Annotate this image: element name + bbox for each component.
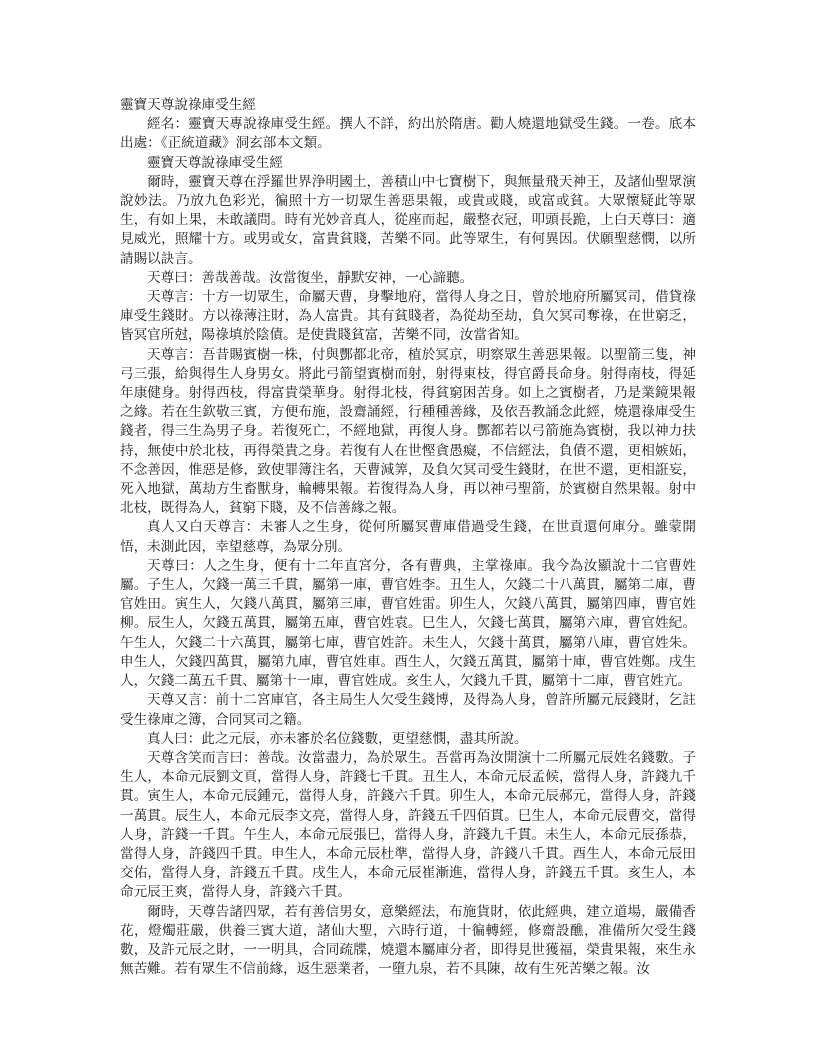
paragraph: 天尊言：吾昔賜賓樹一株，付與酆都北帝，植於冥京，明察眾生善惡果報。以聖箭三隻，神弓三張，給與得生人身男女。將此弓箭望賓樹而射，射得東枝，得官爵長命身。射得南枝，得延年康健身。射得西枝，得富貴榮華身。射得北枝，得貧窮困苦身。如上之賓樹者，乃是業鏡果報之緣。若在生欽敬三賓，方便布施，設齋誦經，行種種善緣，及依吾教誦念此經，燒還祿庫受生錢者，得三生為男子身。若復死亡，不經地獄，再復人身。酆都若以弓箭施為賓樹，我以神力扶持，無使中於北枝，再得榮貴之身。若復有人在世慳貪愚癡，不信經法，負債不還，更相嫉妬，不念善因，惟惡是修，致使罪簿注名，天曹減筭，及負欠冥司受生錢財，在世不還，更相誑妄，死入地獄，萬劫方生畜獸身，輪轉果報。若復得為人身，再以神弓聖箭，於賓樹自然果報。射中北枝，既得為人，貧窮下賤，及不信善緣之報。: [120, 346, 696, 517]
paragraph: 爾時，靈寶天尊在浮羅世界浄明國土，善積山中七寶樹下，與無量飛天神王，及諸仙聖眾演說妙法。乃放九色彩光，徧照十方一切眾生善惡果報，或貴或賤，或富或貧。大眾懷疑此等眾生，有如上果，未敢議問。時有光妙音真人，從座而起，嚴整衣冠，叩頭長跪，上白天尊曰：適見威光，照耀十方。或男或女，富貴貧賤，苦樂不同。此等眾生，有何異因。伏願聖慈憫，以所請賜以訣言。: [120, 173, 696, 267]
document-page: [120, 96, 696, 979]
document-title: 靈寶天尊說祿庫受生經: [120, 97, 256, 113]
paragraph: 天尊含笑而言曰：善哉。汝當盡力，為於眾生。吾當再為汝開演十二所屬元辰姓名錢數。子生人，本命元辰劉文頁，當得人身，許錢七千貫。丑生人，本命元辰孟候，當得人身，許錢九千貫。寅生人，本命元辰鍾元，當得人身，許錢六千貫。卯生人，本命元辰郝元，當得人身，許錢一萬貫。辰生人，本命元辰李文亮，當得人身，許錢五千四佰貫。巳生人，本命元辰曹交，當得人身，許錢一千貫。午生人，本命元辰張巳，當得人身，許錢九千貫。未生人，本命元辰孫恭，當得人身，許錢四千貫。申生人，本命元辰杜準，當得人身，許錢八千貫。酉生人，本命元辰田交佑，當得人身，許錢五千貫。戌生人，本命元辰崔漸進，當得人身，許錢五千貫。亥生人，本命元辰王爽，當得人身，許錢六千貫。: [120, 749, 696, 901]
paragraph: 天尊曰：人之生身，便有十二年直宮分，各有曹典，主掌祿庫。我今為汝顯說十二官曹姓屬。子生人，欠錢一萬三千貫，屬第一庫，曹官姓李。丑生人，欠錢二十八萬貫，屬第二庫，曹官姓田。寅生人，欠錢八萬貫，屬第三庫，曹官姓雷。卯生人，欠錢八萬貫，屬第四庫，曹官姓柳。辰生人，欠錢五萬貫，屬第五庫，曹官姓袁。巳生人，欠錢七萬貫，屬第六庫，曹官姓紀。午生人，欠錢二十六萬貫，屬第七庫，曹官姓許。未生人，欠錢十萬貫，屬第八庫，曹官姓朱。申生人，欠錢四萬貫，屬第九庫，曹官姓車。酉生人，欠錢五萬貫，屬第十庫，曹官姓鄭。戌生人，欠錢二萬五千貫、屬第十一庫，曹官姓成。亥生人，欠錢九千貫，屬第十二庫，曹官姓亢。: [120, 557, 696, 690]
paragraph: 爾時，天尊告諸四眾，若有善信男女，意樂經法，布施貨財，依此經典，建立道場，嚴備香花，燈燭莊嚴，供養三賓大道，諸仙大聖，六時行道，十徧轉經，修齋設醮，准備所欠受生錢數，及許元辰之財，一一明具，合同疏牒，燒還本屬庫分者，即得見世獲福，榮貴果報，來生永無苦難。若有眾生不信前緣，返生惡業者，一墮九泉，若不具陳，故有生死苦樂之報。汝: [120, 903, 696, 978]
paragraph-heading: 靈寶天尊說祿庫受生經: [147, 154, 283, 171]
paragraph: 真人曰：此之元辰，亦未審於名位錢數，更望慈憫，盡其所說。: [147, 730, 528, 747]
paragraph: 真人又白天尊言：未審人之生身，從何所屬冥曹庫借過受生錢，在世貢還何庫分。雖蒙開悟，未測此因，幸望慈尊，為眾分別。: [120, 519, 696, 555]
paragraph-colophon: 經名：靈寶天專說祿庫受生經。撰人不詳，約出於隋唐。勸人燒還地獄受生錢。一卷。底本出處：《正統道藏》洞玄部本文類。: [120, 116, 696, 152]
paragraph: 天尊曰：善哉善哉。汝當復坐，靜默安神，一心諦聽。: [147, 269, 474, 286]
paragraph: 天尊又言：前十二宮庫官，各主局生人欠受生錢博，及得為人身，曾許所屬元辰錢財，乞註受生祿庫之簿，合同冥司之籍。: [120, 692, 696, 728]
paragraph: 天尊言：十方一切眾生，命屬天曹，身擊地府，當得人身之日，曾於地府所屬冥司，借貸祿庫受生錢財。方以祿薄注財，為人富貴。其有貧賤者，為從劫至劫，負欠冥司奪祿，在世窮乏，皆冥官所尅，陽祿填於陰債。是使貴賤貧富，苦樂不同，汝當省知。: [120, 289, 696, 344]
